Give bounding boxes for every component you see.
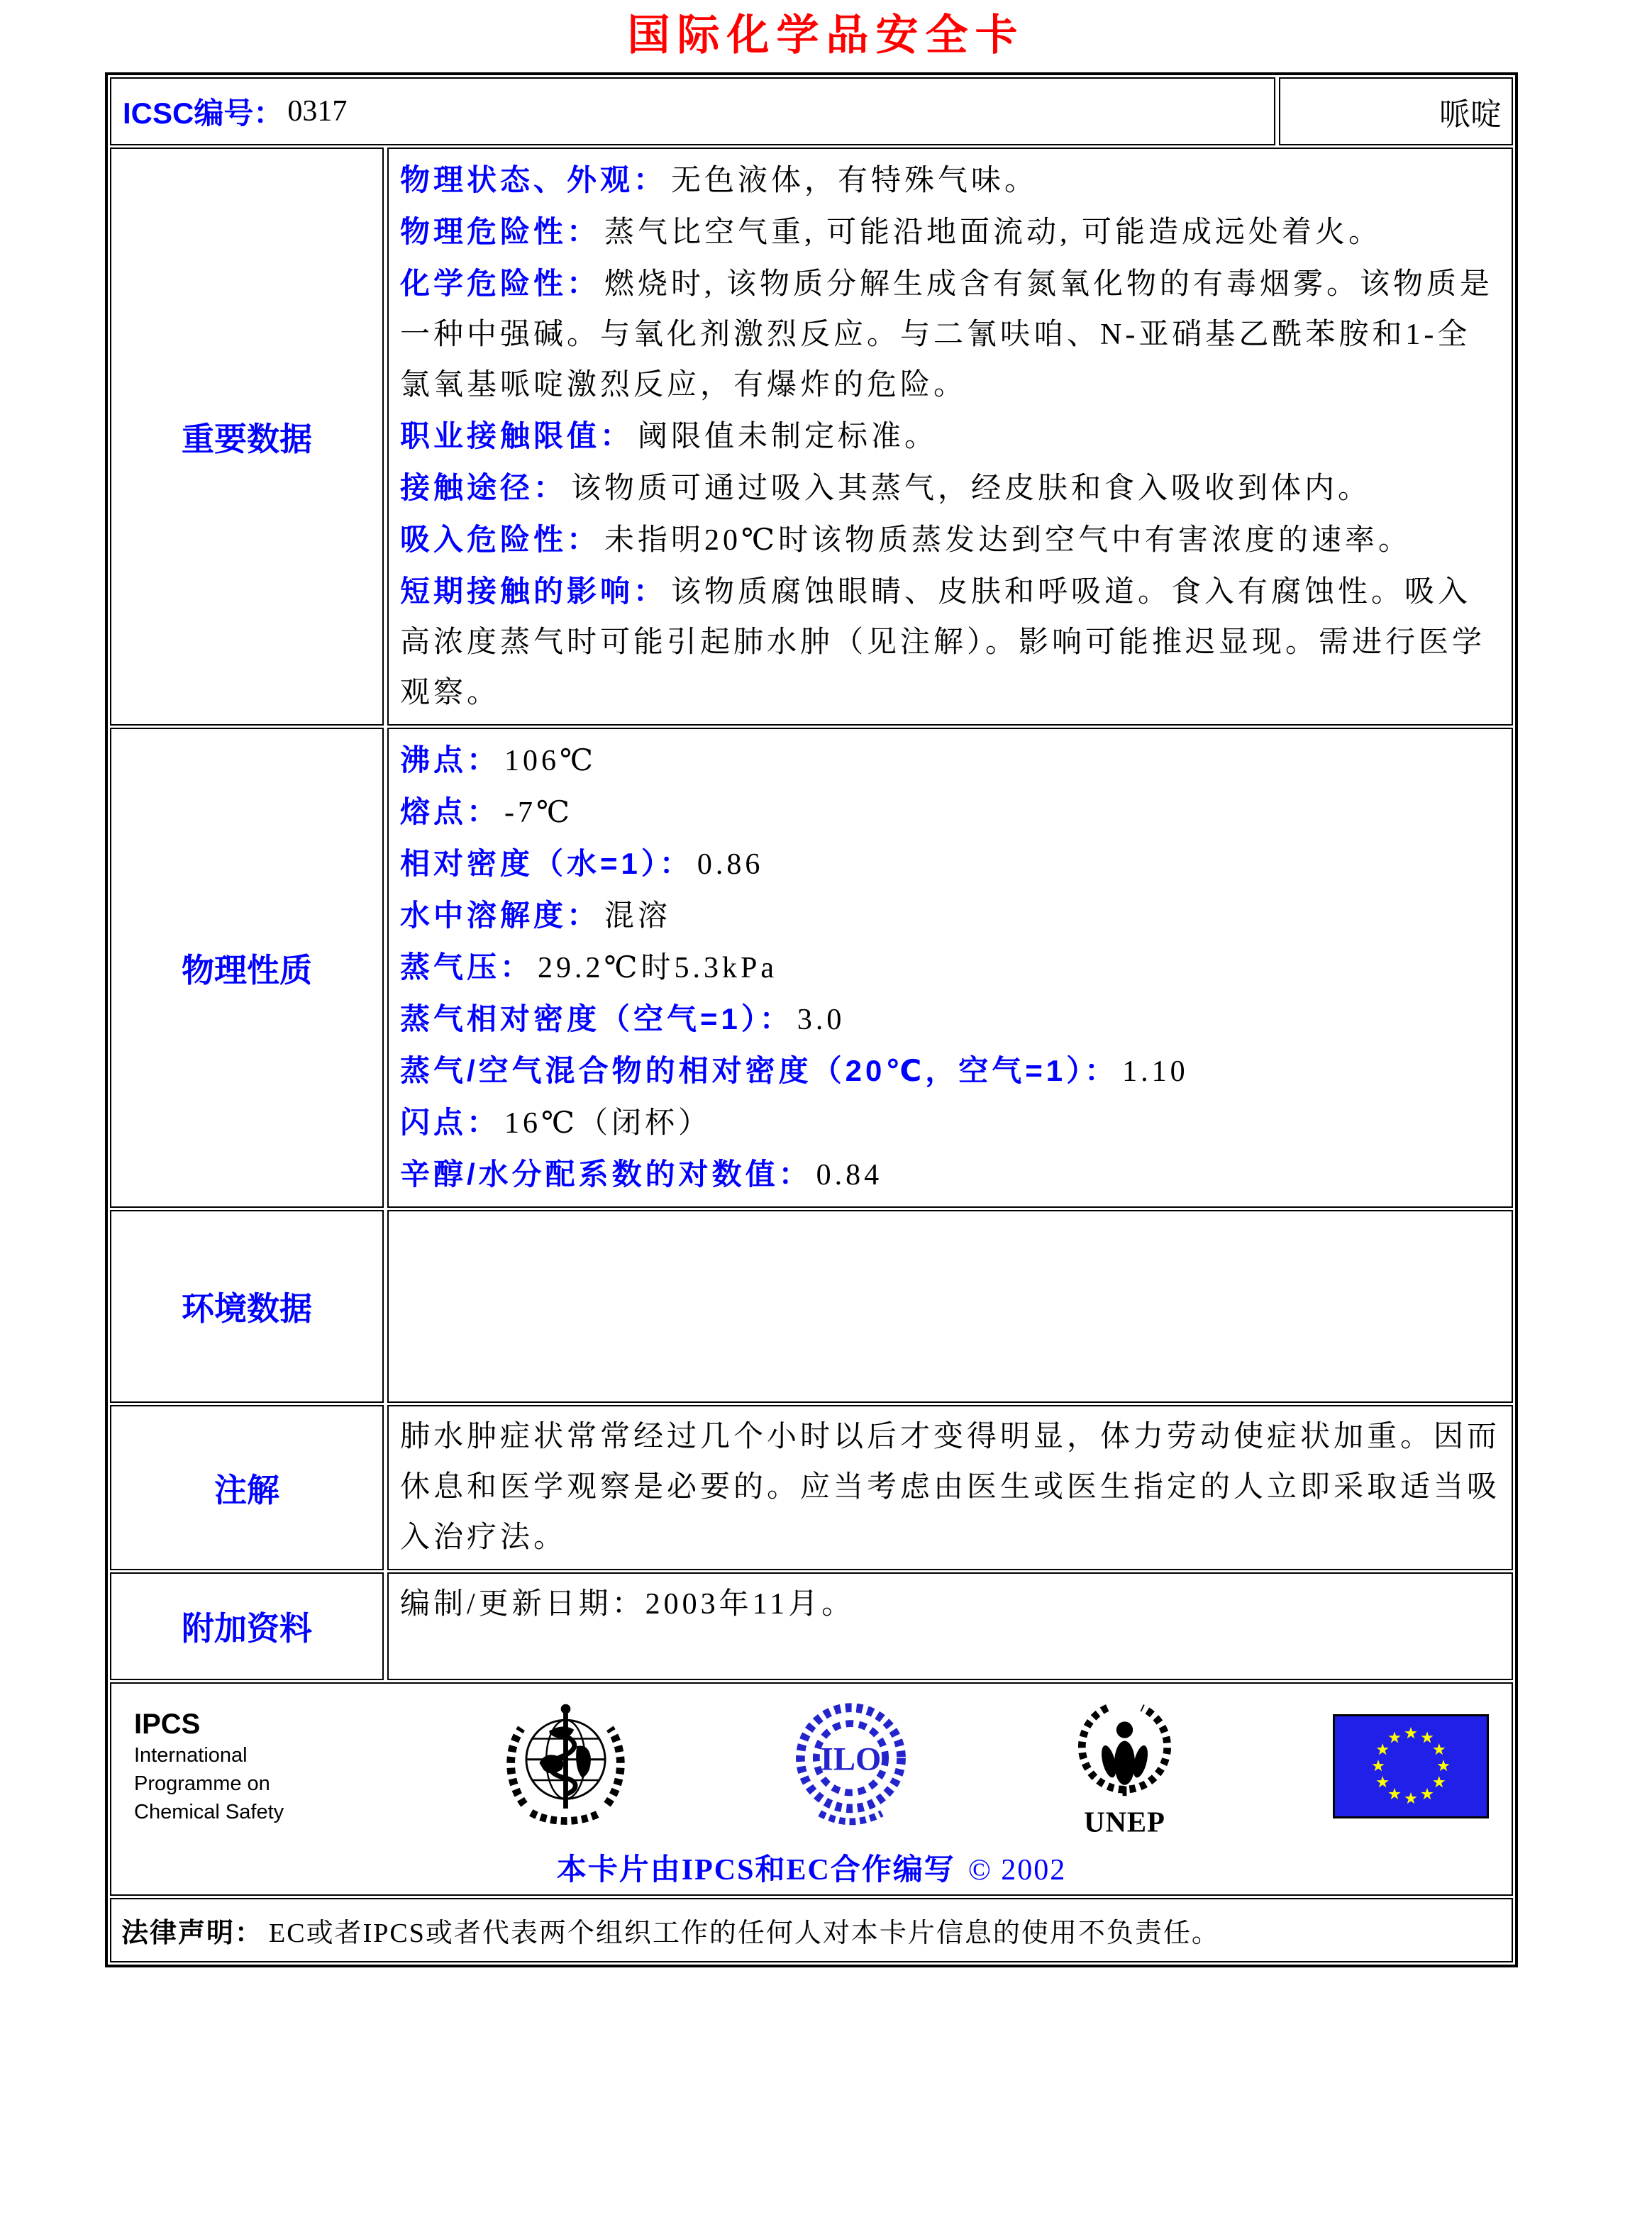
notes-content: 肺水肿症状常常经过几个小时以后才变得明显，体力劳动使症状加重。因而休息和医学观察是必要的。应当考虑由医生或医生指定的人立即采取适当吸入治疗法。 <box>387 1405 1513 1570</box>
data-line <box>400 411 1500 462</box>
unep-wordmark: UNEP <box>1083 1806 1165 1838</box>
property-label: 相对密度（水=1）： <box>400 847 693 880</box>
property-value: 混溶 <box>604 900 672 933</box>
field-label: 职业接触限值： <box>400 419 634 452</box>
notes-row <box>110 1405 1513 1570</box>
credit-text: 本卡片由IPCS和EC合作编写 <box>556 1854 955 1887</box>
additional-info-content <box>387 1572 1513 1680</box>
additional-info-row-label: 附加资料 <box>110 1572 384 1680</box>
eu-flag-icon <box>1333 1714 1489 1818</box>
field-label: 吸入危险性： <box>400 523 601 556</box>
important-data-row <box>110 148 1513 726</box>
ipcs-subtitle-line: International <box>134 1743 248 1767</box>
header-row <box>110 77 1513 145</box>
legal-notice-text: EC或者IPCS或者代表两个组织工作的任何人对本卡片信息的使用不负责任。 <box>269 1918 1220 1948</box>
ilo-wordmark: ILO <box>820 1740 881 1778</box>
ipcs-text-block <box>134 1707 347 1826</box>
field-label: 物理状态、外观： <box>400 163 667 196</box>
environmental-data-content <box>387 1210 1513 1403</box>
field-label: 物理危险性： <box>400 215 601 248</box>
icsc-number-cell <box>110 77 1275 145</box>
important-data-content <box>387 148 1513 726</box>
property-value: -7℃ <box>504 796 573 829</box>
property-value: 3.0 <box>797 1004 846 1036</box>
data-line <box>400 206 1500 258</box>
data-line <box>400 155 1500 206</box>
icsc-number-label: ICSC编号： <box>123 96 284 130</box>
ipcs-subtitle-line: Programme on <box>134 1772 270 1795</box>
field-value: 该物质腐蚀眼睛、皮肤和呼吸道。食入有腐蚀性。吸入高浓度蒸气时可能引起肺水肿（见注解）。影响可能推迟显现。需进行医学观察。 <box>400 576 1486 709</box>
field-value: 未指明20℃时该物质蒸发达到空气中有害浓度的速率。 <box>604 524 1412 557</box>
page-title: 国际化学品安全卡 <box>627 12 1025 59</box>
notes-row-label: 注解 <box>110 1405 384 1570</box>
field-label: 短期接触的影响： <box>400 574 667 608</box>
property-label: 沸点： <box>400 743 501 777</box>
ipcs-subtitle-line: Chemical Safety <box>134 1800 284 1823</box>
data-line <box>400 566 1500 718</box>
property-line <box>400 735 1500 787</box>
field-value: 燃烧时, 该物质分解生成含有氮氧化物的有毒烟雾。该物质是一种中强碱。与氧化剂激烈反应。与二氰呋咱、N-亚硝基乙酰苯胺和1-全氯氧基哌啶激烈反应，有爆炸的危险。 <box>400 268 1494 401</box>
data-line <box>400 462 1500 514</box>
important-data-row-label: 重要数据 <box>110 148 384 726</box>
ipcs-title: IPCS <box>134 1708 201 1740</box>
property-line <box>400 890 1500 942</box>
property-value: 1.10 <box>1122 1055 1189 1088</box>
property-line <box>400 1149 1500 1201</box>
property-label: 蒸气压： <box>400 950 534 984</box>
credit-line <box>128 1846 1495 1889</box>
property-value: 0.86 <box>697 848 764 881</box>
update-date-label: 编制/更新日期： <box>400 1588 645 1621</box>
update-date-value: 2003年11月。 <box>645 1588 855 1621</box>
copyright-text: © 2002 <box>968 1854 1067 1887</box>
property-line <box>400 1097 1500 1149</box>
chemical-name: 哌啶 <box>1439 97 1502 132</box>
field-value: 该物质可通过吸入其蒸气，经皮肤和食入吸收到体内。 <box>571 472 1372 505</box>
property-line <box>400 994 1500 1045</box>
property-value: 16℃（闭杯） <box>504 1107 711 1140</box>
legal-notice-label: 法律声明： <box>121 1918 264 1948</box>
ilo-logo-icon <box>785 1697 916 1836</box>
property-label: 熔点： <box>400 795 501 828</box>
chemical-name-cell <box>1279 77 1513 145</box>
property-value: 106℃ <box>504 745 597 777</box>
legal-notice-row <box>110 1898 1513 1962</box>
who-logo-icon <box>497 1694 635 1839</box>
environmental-data-row-label: 环境数据 <box>110 1210 384 1403</box>
property-label: 辛醇/水分配系数的对数值： <box>400 1157 812 1191</box>
property-line <box>400 942 1500 994</box>
icsc-number-value: 0317 <box>287 95 348 128</box>
field-label: 化学危险性： <box>400 267 601 300</box>
property-label: 闪点： <box>400 1106 501 1139</box>
icsc-card <box>105 72 1518 1967</box>
unep-logo-icon <box>1066 1694 1183 1839</box>
property-value: 29.2℃时5.3kPa <box>538 952 777 984</box>
physical-properties-row-label: 物理性质 <box>110 728 384 1208</box>
field-value: 阈限值未制定标准。 <box>638 421 938 453</box>
additional-info-row <box>110 1572 1513 1680</box>
property-label: 蒸气相对密度（空气=1）： <box>400 1002 793 1035</box>
legal-notice-content <box>110 1898 1513 1962</box>
data-line <box>400 258 1500 411</box>
property-label: 蒸气/空气混合物的相对密度（20℃，空气=1）： <box>400 1054 1119 1087</box>
field-label: 接触途径： <box>400 471 567 504</box>
environmental-data-row <box>110 1210 1513 1403</box>
logos-row <box>110 1682 1513 1896</box>
property-value: 0.84 <box>816 1159 883 1192</box>
field-value: 蒸气比空气重, 可能沿地面流动, 可能造成远处着火。 <box>604 216 1382 249</box>
property-line <box>400 787 1500 838</box>
logos-content <box>110 1682 1513 1896</box>
property-line <box>400 838 1500 890</box>
data-line <box>400 514 1500 566</box>
property-label: 水中溶解度： <box>400 899 601 932</box>
physical-properties-content <box>387 728 1513 1208</box>
field-value: 无色液体，有特殊气味。 <box>671 165 1038 197</box>
property-line <box>400 1045 1500 1097</box>
physical-properties-row <box>110 728 1513 1208</box>
